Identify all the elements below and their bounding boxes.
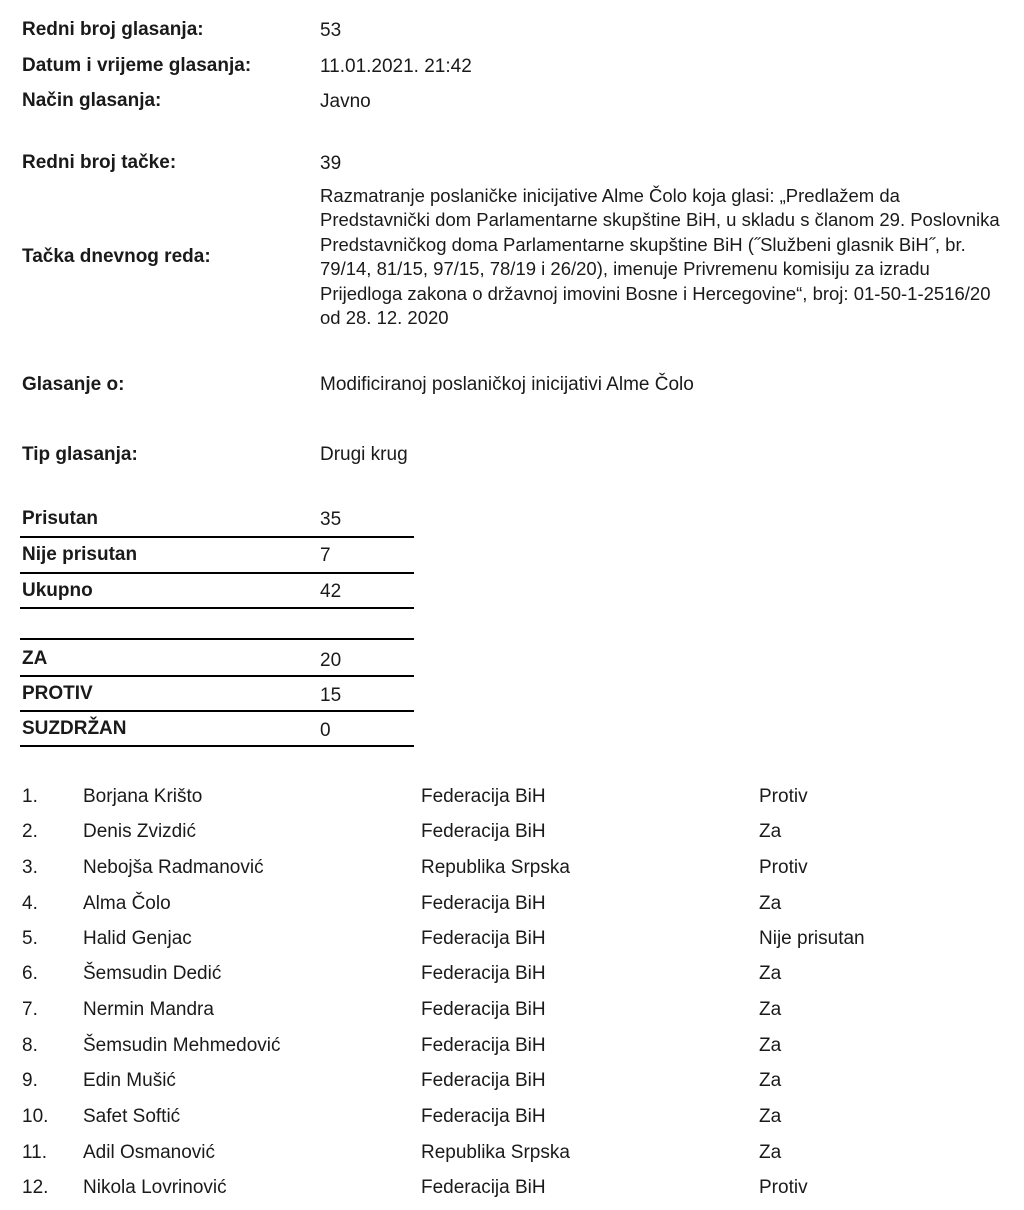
result-label: PROTIV	[22, 683, 93, 704]
member-vote: Za	[759, 1070, 782, 1091]
member-number: 5.	[22, 928, 38, 949]
result-label: ZA	[22, 648, 48, 669]
member-name: Adil Osmanović	[83, 1142, 215, 1163]
table-divider	[20, 607, 414, 609]
member-number: 2.	[22, 821, 38, 842]
list-item	[0, 1177, 1024, 1207]
value-nacin-glasanja: Javno	[320, 91, 371, 112]
member-vote: Protiv	[759, 786, 808, 807]
member-vote: Za	[759, 893, 782, 914]
result-value: 20	[320, 650, 342, 671]
member-name: Alma Čolo	[83, 893, 171, 914]
list-item	[0, 893, 1024, 923]
member-name: Halid Genjac	[83, 928, 192, 949]
member-vote: Nije prisutan	[759, 928, 865, 949]
member-entity: Federacija BiH	[421, 893, 546, 914]
table-divider	[20, 572, 414, 574]
member-name: Nebojša Radmanović	[83, 857, 264, 878]
attendance-value: 35	[320, 509, 342, 530]
member-name: Safet Softić	[83, 1106, 181, 1127]
member-number: 12.	[22, 1177, 49, 1198]
member-name: Edin Mušić	[83, 1070, 176, 1091]
table-divider	[20, 710, 414, 712]
member-vote: Protiv	[759, 857, 808, 878]
label-glasanje-o: Glasanje o:	[22, 374, 125, 395]
member-entity: Federacija BiH	[421, 963, 546, 984]
list-item	[0, 1106, 1024, 1136]
label-redni-broj-tacke: Redni broj tačke:	[22, 152, 177, 173]
member-vote: Za	[759, 999, 782, 1020]
value-tacka-dnevnog-reda: Razmatranje poslaničke inicijative Alme Čolo koja glasi: „Predlažem da Predstavnički dom Parlamentarne skupštine BiH, u skladu s članom 29. Poslovnika Predstavničkog doma Parlamentarne skupštine BiH (˝Službeni glasnik BiH˝, br. 79/14, 81/15, 97/15, 78/19 i 26/20), imenuje Privremenu komisiju za izradu Prijedloga zakona o državnoj imovini Bosne i Hercegovine“, broj: 01-50-1-2516/20 od 28. 12. 2020	[320, 185, 1000, 329]
member-name: Šemsudin Dedić	[83, 963, 222, 984]
value-datum-vrijeme: 11.01.2021. 21:42	[320, 56, 472, 77]
table-divider	[20, 638, 414, 640]
list-item	[0, 963, 1024, 993]
value-tip-glasanja: Drugi krug	[320, 444, 408, 465]
label-datum-vrijeme: Datum i vrijeme glasanja:	[22, 55, 252, 76]
result-value: 15	[320, 685, 342, 706]
table-divider	[20, 675, 414, 677]
member-name: Borjana Krišto	[83, 786, 203, 807]
member-name: Šemsudin Mehmedović	[83, 1035, 281, 1056]
table-divider	[20, 745, 414, 747]
list-item	[0, 999, 1024, 1029]
member-number: 3.	[22, 857, 38, 878]
label-tip-glasanja: Tip glasanja:	[22, 444, 138, 465]
label-nacin-glasanja: Način glasanja:	[22, 90, 162, 111]
member-entity: Federacija BiH	[421, 786, 546, 807]
list-item	[0, 786, 1024, 816]
attendance-value: 7	[320, 545, 331, 566]
list-item	[0, 857, 1024, 887]
attendance-label: Prisutan	[22, 508, 99, 529]
attendance-label: Nije prisutan	[22, 544, 138, 565]
list-item	[0, 928, 1024, 958]
value-glasanje-o: Modificiranoj poslaničkoj inicijativi Alme Čolo	[320, 374, 694, 395]
member-vote: Za	[759, 963, 782, 984]
result-value: 0	[320, 720, 331, 741]
list-item	[0, 821, 1024, 851]
member-number: 11.	[22, 1142, 48, 1163]
result-label: SUZDRŽAN	[22, 718, 127, 739]
member-name: Denis Zvizdić	[83, 821, 196, 842]
member-number: 6.	[22, 963, 38, 984]
attendance-label: Ukupno	[22, 580, 93, 601]
list-item	[0, 1035, 1024, 1065]
member-entity: Federacija BiH	[421, 999, 546, 1020]
member-vote: Za	[759, 1142, 782, 1163]
member-entity: Republika Srpska	[421, 857, 570, 878]
member-number: 8.	[22, 1035, 38, 1056]
member-name: Nikola Lovrinović	[83, 1177, 227, 1198]
member-number: 7.	[22, 999, 38, 1020]
member-entity: Federacija BiH	[421, 1035, 546, 1056]
member-number: 1.	[22, 786, 38, 807]
value-redni-broj-tacke: 39	[320, 153, 342, 174]
label-tacka-dnevnog-reda: Tačka dnevnog reda:	[22, 246, 211, 267]
value-redni-broj-glasanja: 53	[320, 20, 342, 41]
member-vote: Protiv	[759, 1177, 808, 1198]
member-vote: Za	[759, 1035, 782, 1056]
member-entity: Federacija BiH	[421, 1070, 546, 1091]
attendance-value: 42	[320, 581, 342, 602]
member-entity: Federacija BiH	[421, 1177, 546, 1198]
label-redni-broj-glasanja: Redni broj glasanja:	[22, 19, 204, 40]
member-name: Nermin Mandra	[83, 999, 214, 1020]
member-number: 9.	[22, 1070, 38, 1091]
member-number: 4.	[22, 893, 38, 914]
member-entity: Federacija BiH	[421, 1106, 546, 1127]
member-entity: Federacija BiH	[421, 928, 546, 949]
table-divider	[20, 536, 414, 538]
member-entity: Federacija BiH	[421, 821, 546, 842]
list-item	[0, 1070, 1024, 1100]
member-vote: Za	[759, 1106, 782, 1127]
member-entity: Republika Srpska	[421, 1142, 570, 1163]
list-item	[0, 1142, 1024, 1172]
member-number: 10.	[22, 1106, 49, 1127]
member-vote: Za	[759, 821, 782, 842]
